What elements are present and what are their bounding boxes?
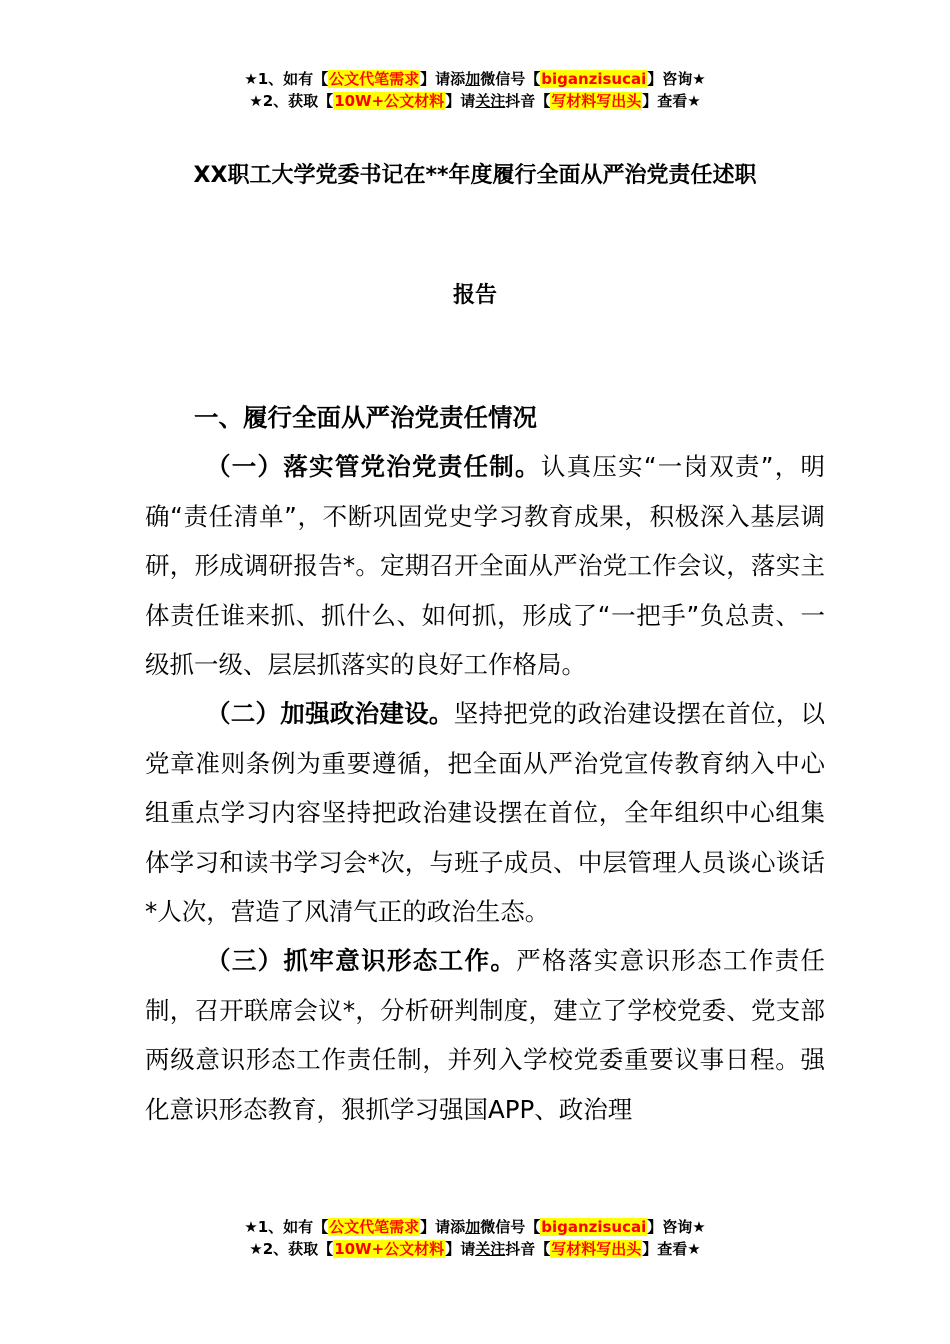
banner-text: 】请	[445, 92, 476, 110]
paragraph-1	[145, 442, 825, 689]
banner-text: 】咨询★	[647, 70, 706, 88]
document-title-line-2: 报告	[452, 283, 497, 308]
banner-wechat-id: biganzisucai	[541, 70, 647, 88]
header-banner	[0, 68, 950, 112]
paragraph-lead: （二）加强政治建设。	[206, 699, 454, 729]
banner-text: 微信号【	[480, 70, 541, 88]
banner-douyin-name: 写材料写出头	[551, 92, 642, 110]
banner-text: 微信号【	[480, 1218, 541, 1236]
banner-text: 】查看★	[642, 92, 701, 110]
section-heading: 一、履行全面从严治党责任情况	[194, 403, 537, 432]
banner-text: 】请添	[420, 70, 466, 88]
paragraph-lead: （一）落实管党治党责任制。	[206, 452, 541, 482]
banner-text: 】查看★	[642, 1240, 701, 1258]
paragraph-3	[145, 936, 825, 1134]
banner-line-2	[0, 90, 950, 112]
paragraph-lead: （三）抓牢意识形态工作。	[206, 946, 517, 976]
banner-douyin-name: 写材料写出头	[551, 1240, 642, 1258]
banner-text: 】咨询★	[647, 1218, 706, 1236]
banner-text: 】请添	[420, 1218, 466, 1236]
paragraph-text: 严格落实意识形态工作责任制，召开联席会议*，分析研判制度，建立了学校党委、党支部两级意识形态工作责任制，并列入学校党委重要议事日程。强化意识形态教育，狠抓学习强国APP、政治理	[145, 946, 826, 1124]
paragraph-text: 认真压实“一岗双责”，明确“责任清单”，不断巩固党史学习教育成果，积极深入基层调研，形成调研报告*。定期召开全面从严治党工作会议，落实主体责任谁来抓、抓什么、如何抓，形成了“一把手”负总责、一级抓一级、层层抓落实的良好工作格局。	[145, 452, 825, 680]
paragraph-2	[145, 689, 825, 936]
document-body	[145, 393, 825, 1134]
banner-underlined-text: 加	[465, 1218, 481, 1236]
banner-text: 抖音【	[505, 1240, 551, 1258]
banner-line-2	[0, 1238, 950, 1260]
paragraph-text: 坚持把党的政治建设摆在首位，以党章准则条例为重要遵循，把全面从严治党宣传教育纳入中心组重点学习内容坚持把政治建设摆在首位，全年组织中心组集体学习和读书学习会*次，与班子成员、中层管理人员谈心谈话*人次，营造了风清气正的政治生态。	[145, 699, 826, 927]
banner-text: ★1、如有【	[244, 70, 329, 88]
banner-line-1	[0, 1216, 950, 1238]
banner-highlight: 公文代笔需求	[329, 1218, 420, 1236]
footer-banner	[0, 1216, 950, 1260]
banner-underlined-text: 关注	[475, 1240, 506, 1258]
banner-text: ★2、获取【	[249, 1240, 334, 1258]
banner-line-1	[0, 68, 950, 90]
banner-underlined-text: 关注	[475, 92, 506, 110]
banner-text: ★2、获取【	[249, 92, 334, 110]
banner-highlight: 10W+公文材料	[334, 1240, 445, 1258]
document-title-line-1: XX职工大学党委书记在**年度履行全面从严治党责任述职	[193, 163, 757, 188]
banner-underlined-text: 加	[465, 70, 481, 88]
banner-text: 】请	[445, 1240, 476, 1258]
banner-highlight: 公文代笔需求	[329, 70, 420, 88]
banner-text: ★1、如有【	[244, 1218, 329, 1236]
banner-wechat-id: biganzisucai	[541, 1218, 647, 1236]
banner-text: 抖音【	[505, 92, 551, 110]
banner-highlight: 10W+公文材料	[334, 92, 445, 110]
